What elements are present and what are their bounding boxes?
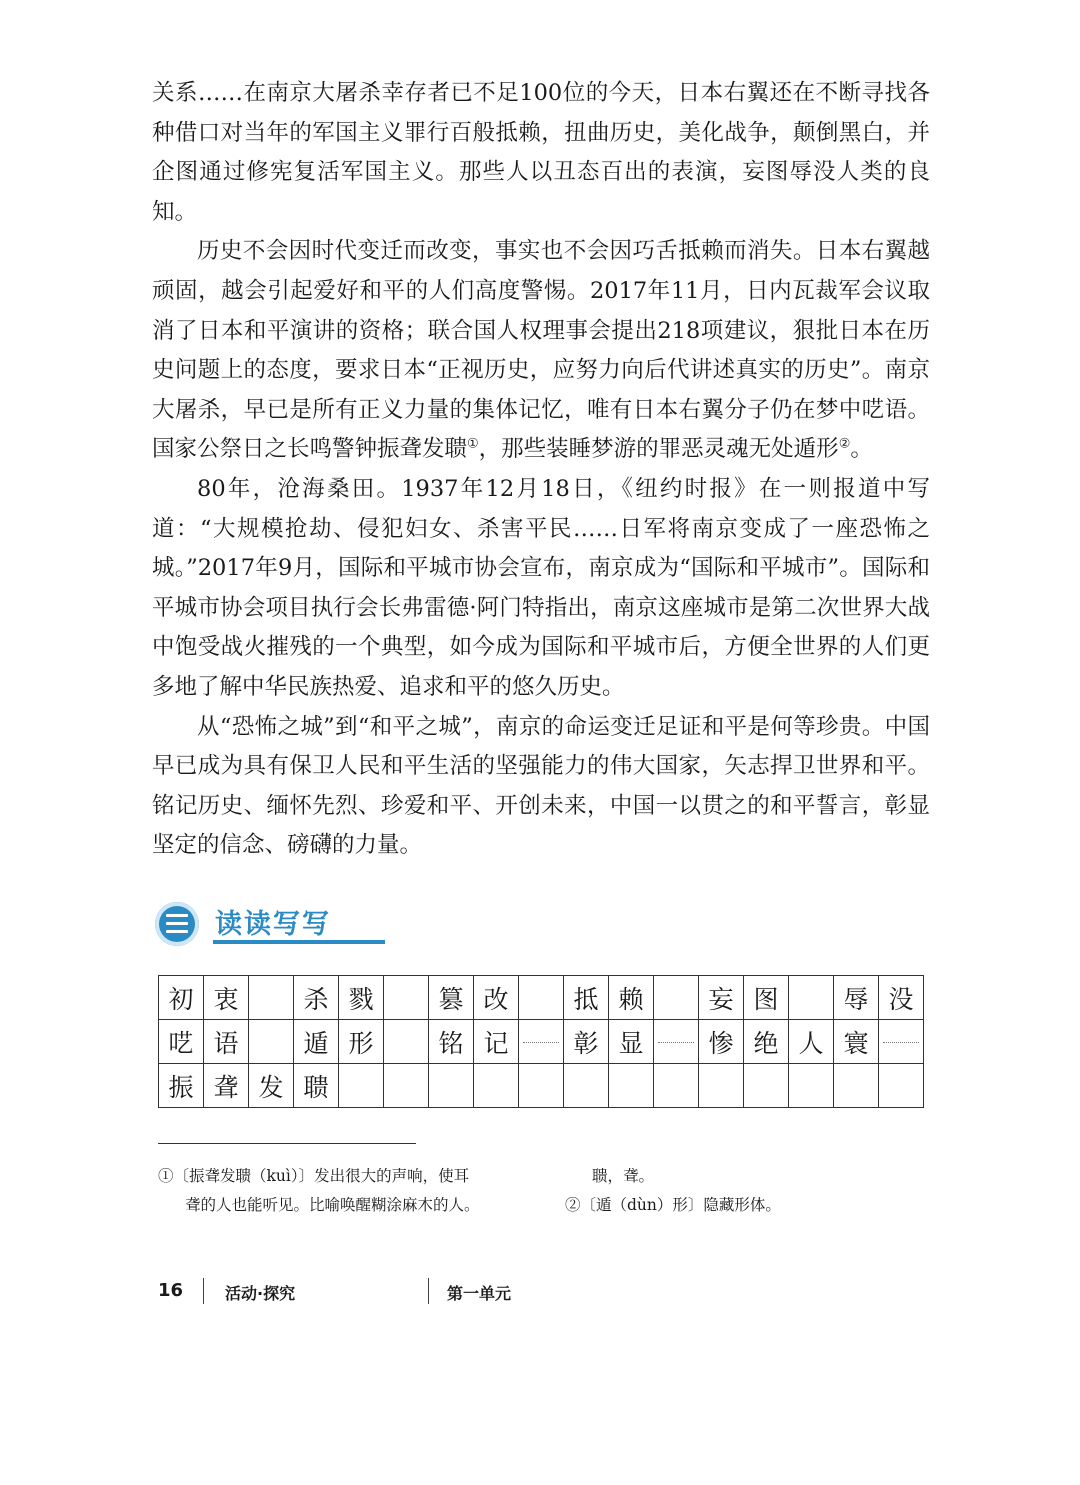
grid-cell: 振: [159, 1064, 204, 1108]
grid-cell: 辱: [834, 976, 879, 1020]
paragraph-2: [152, 232, 930, 470]
section-underline: [213, 940, 385, 944]
grid-cell: [249, 976, 294, 1020]
grid-cell: 发: [249, 1064, 294, 1108]
grid-cell: [879, 1020, 924, 1064]
footnote-2: ②〔遁（dùn）形〕隐藏形体。: [565, 1196, 781, 1214]
grid-cell: [339, 1064, 384, 1108]
grid-cell: [519, 976, 564, 1020]
grid-cell: [249, 1020, 294, 1064]
grid-cell: 初: [159, 976, 204, 1020]
footer-column-name: 活动·探究: [225, 1284, 296, 1303]
grid-cell: [519, 1064, 564, 1108]
grid-cell: [789, 976, 834, 1020]
paragraph-1: 关系……在南京大屠杀幸存者已不足100位的今天，日本右翼还在不断寻找各种借口对当年的军国主义罪行百般抵赖，扭曲历史，美化战争，颠倒黑白，并企图通过修宪复活军国主义。那些人以丑态百出的表演，妄图辱没人类的良知。: [152, 80, 930, 225]
footnote-1-line-2: 聋的人也能听见。比喻唤醒糊涂麻木的人。: [185, 1196, 480, 1214]
paragraph-2-text-a: 历史不会因时代变迁而改变，事实也不会因巧舌抵赖而消失。日本右翼越顽固，越会引起爱好和平的人们高度警惕。2017年11月，日内瓦裁军会议取消了日本和平演讲的资格；联合国人权理事会提出218项建议，狠批日本在历史问题上的态度，要求日本“正视历史，应努力向后代讲述真实的历史”。南京大屠杀，早已是所有正义力量的集体记忆，唯有日本右翼分子仍在梦中呓语。国家公祭日之长鸣警钟振聋发聩: [152, 238, 930, 463]
grid-row: [159, 1020, 924, 1064]
section-header: [155, 900, 395, 952]
grid-cell: 抵: [564, 976, 609, 1020]
grid-cell: [519, 1020, 564, 1064]
paragraph-3: 80年，沧海桑田。1937年12月18日，《纽约时报》在一则报道中写道：“大规模抢劫、侵犯妇女、杀害平民……日军将南京变成了一座恐怖之城。”2017年9月，国际和平城市协会宣布，南京成为“国际和平城市”。国际和平城市协会项目执行会长弗雷德·阿门特指出，南京这座城市是第二次世界大战中饱受战火摧残的一个典型，如今成为国际和平城市后，方便全世界的人们更多地了解中华民族热爱、追求和平的悠久历史。: [152, 475, 930, 700]
grid-cell: [384, 1064, 429, 1108]
grid-cell: 记: [474, 1020, 519, 1064]
article-body: [152, 74, 930, 866]
paragraph-2-text-c: 。: [850, 436, 873, 463]
grid-cell: 人: [789, 1020, 834, 1064]
grid-cell: 铭: [429, 1020, 474, 1064]
grid-cell: [384, 1020, 429, 1064]
grid-cell: [654, 1064, 699, 1108]
footer-unit-name: 第一单元: [447, 1284, 512, 1303]
grid-cell: 没: [879, 976, 924, 1020]
grid-cell: [609, 1064, 654, 1108]
grid-cell: 聋: [204, 1064, 249, 1108]
footer-divider: [203, 1278, 204, 1304]
grid-cell: [384, 976, 429, 1020]
page-number: 16: [158, 1280, 184, 1301]
footnote-1-line-3: 聩，聋。: [592, 1167, 655, 1185]
footnote-1-line-1: ①〔振聋发聩（kuì）〕发出很大的声响，使耳: [158, 1167, 470, 1185]
grid-cell: 篡: [429, 976, 474, 1020]
section-title: 读读写写: [215, 909, 331, 940]
grid-cell: 改: [474, 976, 519, 1020]
grid-cell: [474, 1064, 519, 1108]
grid-cell: [879, 1064, 924, 1108]
grid-cell: 形: [339, 1020, 384, 1064]
page-footer: [0, 1278, 1080, 1308]
grid-cell: [654, 1020, 699, 1064]
grid-cell: [744, 1064, 789, 1108]
grid-cell: [564, 1064, 609, 1108]
grid-cell: 戮: [339, 976, 384, 1020]
grid-cell: [654, 976, 699, 1020]
grid-cell: 绝: [744, 1020, 789, 1064]
paragraph-2-text-b: ，那些装睡梦游的罪恶灵魂无处遁形: [478, 436, 839, 463]
grid-cell: [699, 1064, 744, 1108]
grid-cell: 寰: [834, 1020, 879, 1064]
grid-cell: 衷: [204, 976, 249, 1020]
grid-cell: 惨: [699, 1020, 744, 1064]
grid-cell: [789, 1064, 834, 1108]
grid-cell: 妄: [699, 976, 744, 1020]
grid-row: [159, 976, 924, 1020]
footnote-divider: [158, 1143, 416, 1144]
grid-cell: 语: [204, 1020, 249, 1064]
grid-cell: 图: [744, 976, 789, 1020]
grid-cell: 赖: [609, 976, 654, 1020]
grid-cell: 聩: [294, 1064, 339, 1108]
grid-cell: 遁: [294, 1020, 339, 1064]
grid-cell: 杀: [294, 976, 339, 1020]
paragraph-4: 从“恐怖之城”到“和平之城”，南京的命运变迁足证和平是何等珍贵。中国早已成为具有保卫人民和平生活的坚强能力的伟大国家，矢志捍卫世界和平。铭记历史、缅怀先烈、珍爱和平、开创未来，中国一以贯之的和平誓言，彰显坚定的信念、磅礴的力量。: [152, 713, 930, 859]
footnote-mark-2: ②: [838, 436, 851, 452]
three-bars-icon: [155, 902, 199, 946]
grid-row: [159, 1064, 924, 1108]
footnote-mark-1: ①: [467, 436, 479, 452]
grid-cell: [834, 1064, 879, 1108]
footnote-1-continued: [565, 1162, 885, 1220]
grid-cell: 显: [609, 1020, 654, 1064]
grid-cell: 呓: [159, 1020, 204, 1064]
vocab-grid: [158, 975, 924, 1108]
grid-cell: 彰: [564, 1020, 609, 1064]
footer-divider: [428, 1278, 429, 1304]
grid-cell: [429, 1064, 474, 1108]
footnote-1: [158, 1162, 538, 1220]
